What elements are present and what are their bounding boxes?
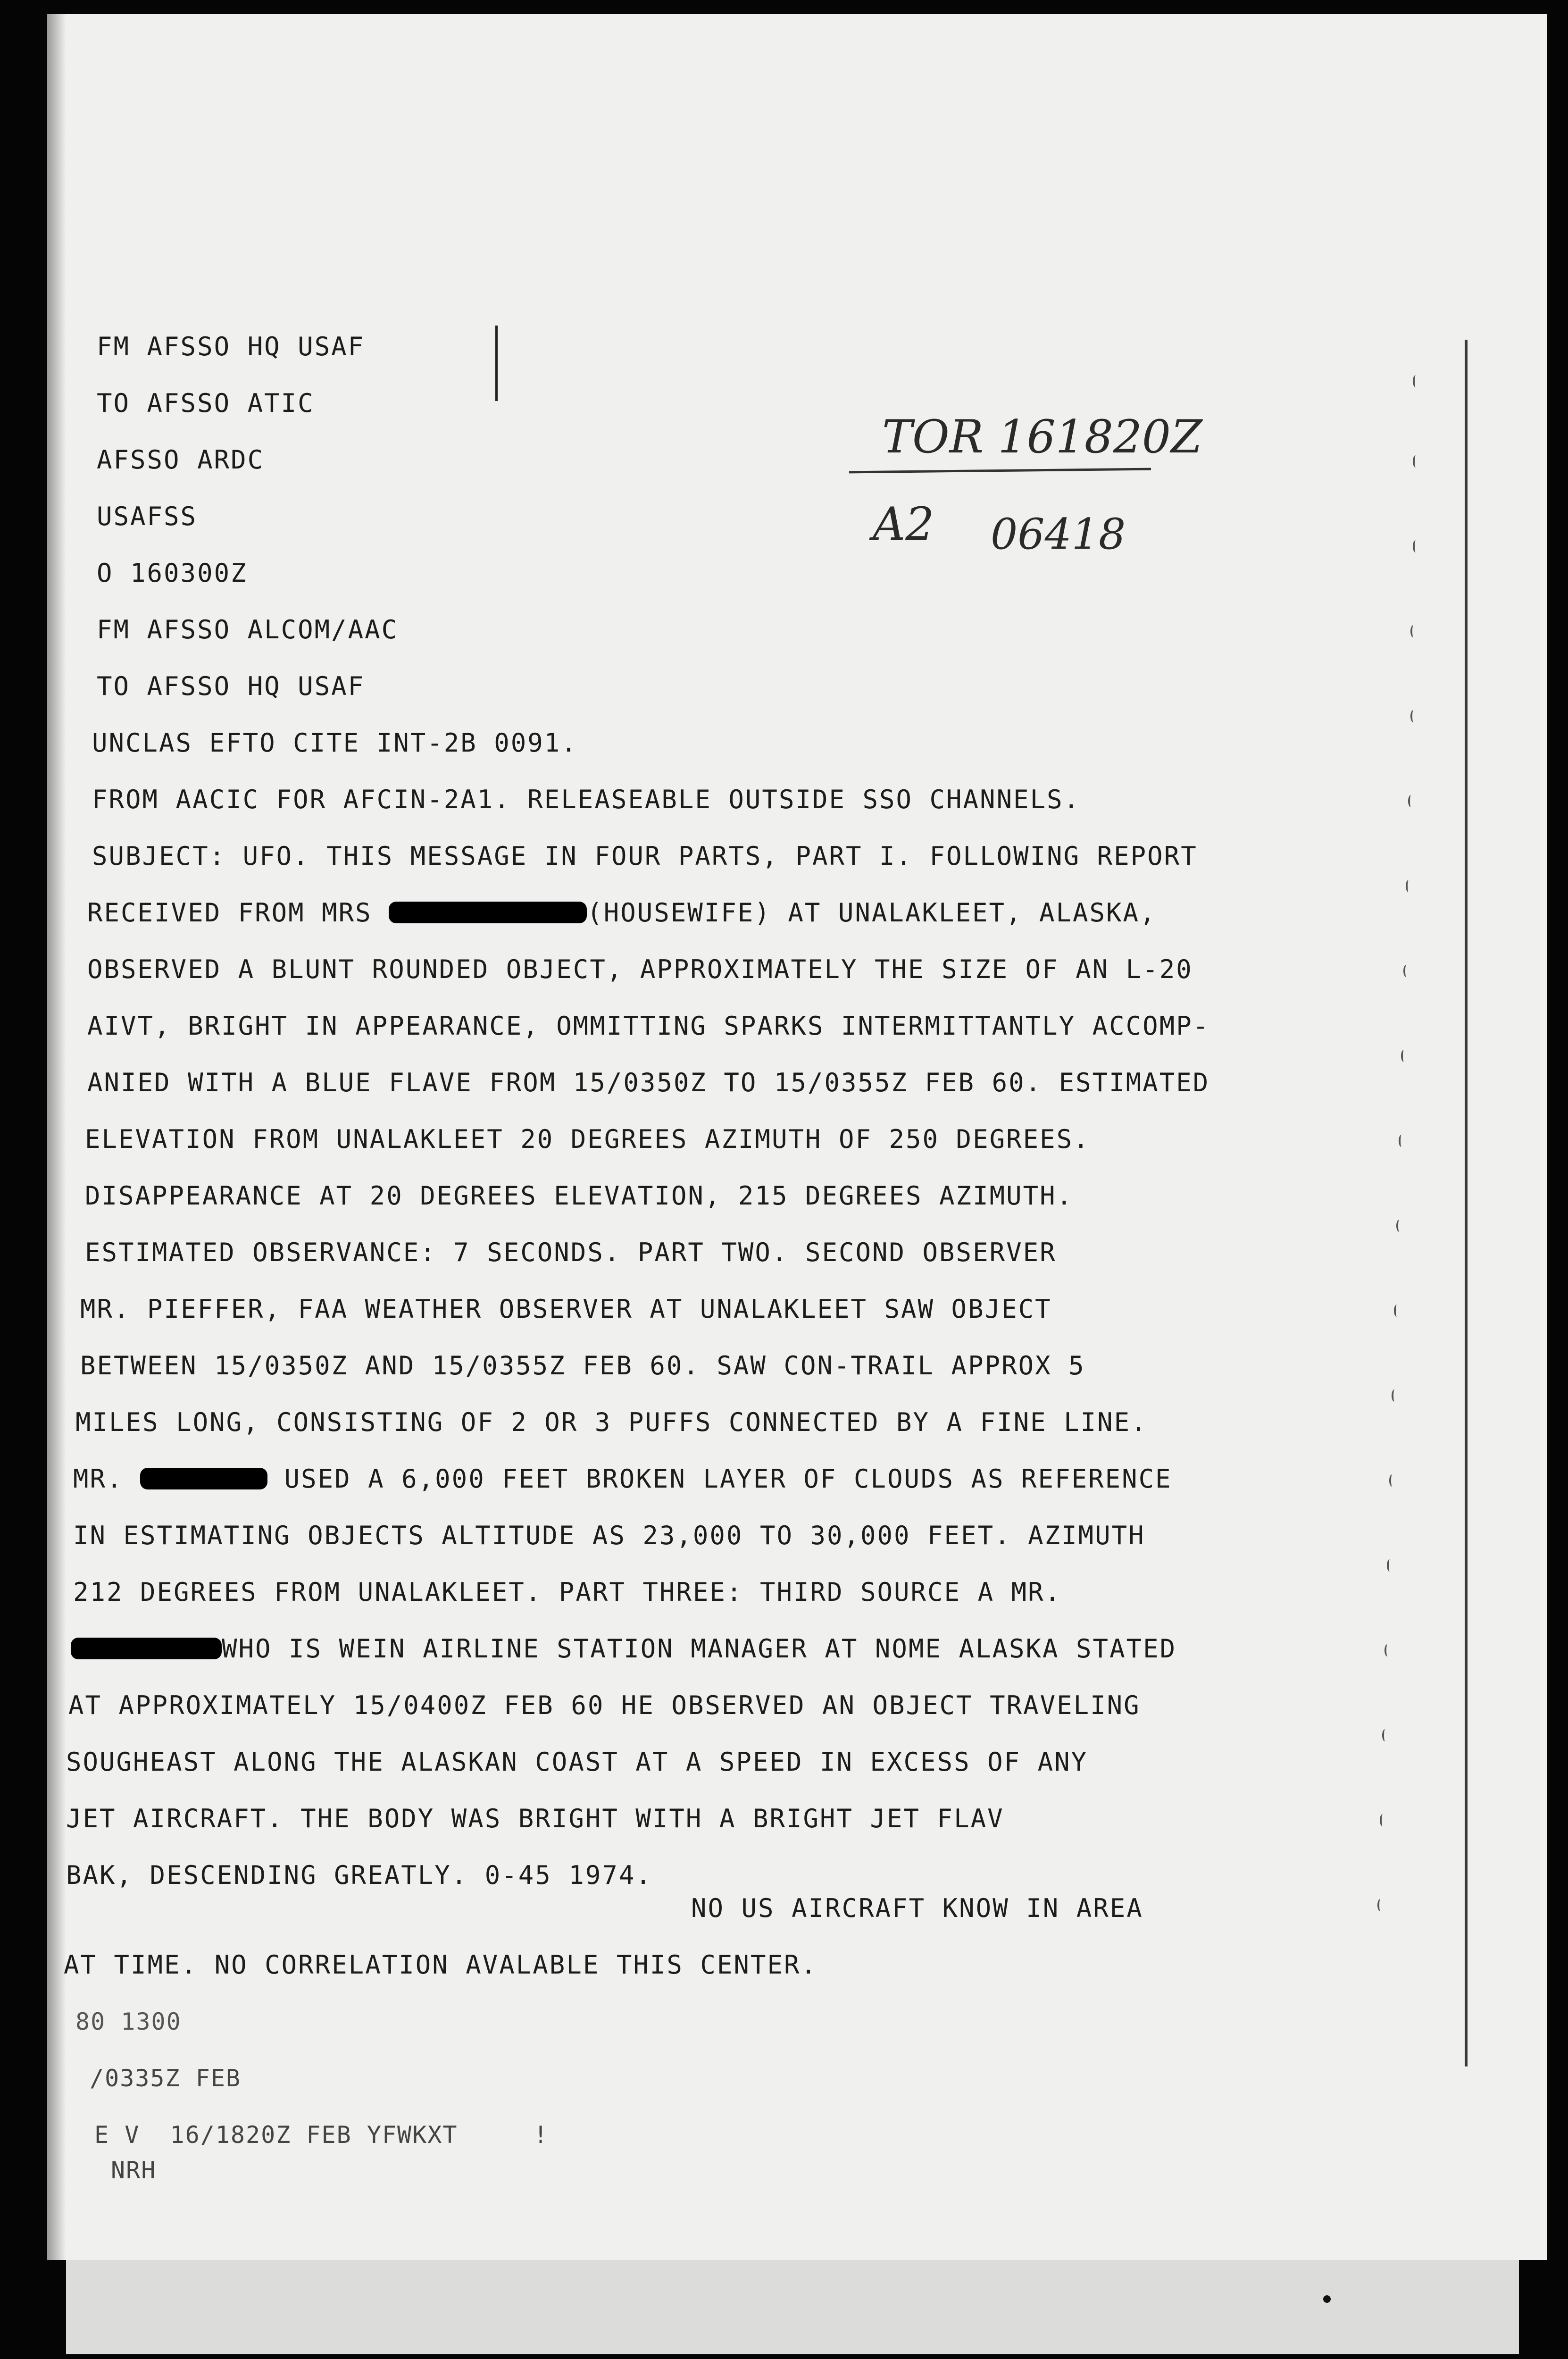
margin-mark: [1413, 455, 1418, 468]
header-from: FM AFSSO HQ USAF: [97, 332, 365, 361]
body-line-07: ELEVATION FROM UNALAKLEET 20 DEGREES AZIMUTH OF 250 DEGREES.: [85, 1124, 1090, 1154]
footer-line-1: 80 1300: [75, 2008, 182, 2035]
redaction-bar: [140, 1468, 267, 1489]
body-line-16-end: WHO IS WEIN AIRLINE STATION MANAGER AT NOME ALASKA STATED: [222, 1634, 1177, 1664]
margin-mark: [1392, 1389, 1397, 1402]
margin-mark: [1413, 540, 1418, 552]
body-line-20: BAK, DESCENDING GREATLY. 0-45 1974.: [66, 1860, 652, 1890]
body-line-03: [87, 899, 1157, 927]
body-line-09: ESTIMATED OBSERVANCE: 7 SECONDS. PART TWO. SECOND OBSERVER: [85, 1238, 1057, 1267]
body-line-04: OBSERVED A BLUNT ROUNDED OBJECT, APPROXIMATELY THE SIZE OF AN L-20: [87, 954, 1193, 984]
body-line-21: NO US AIRCRAFT KNOW IN AREA: [691, 1893, 1143, 1923]
margin-mark: [1403, 965, 1409, 977]
body-line-11: BETWEEN 15/0350Z AND 15/0355Z FEB 60. SAW CON-TRAIL APPROX 5: [80, 1351, 1085, 1380]
body-line-18: SOUGHEAST ALONG THE ALASKAN COAST AT A SPEED IN EXCESS OF ANY: [66, 1747, 1088, 1777]
body-line-17: AT APPROXIMATELY 15/0400Z FEB 60 HE OBSERVED AN OBJECT TRAVELING: [68, 1690, 1141, 1720]
body-line-15: 212 DEGREES FROM UNALAKLEET. PART THREE: THIRD SOURCE A MR.: [73, 1577, 1062, 1607]
body-line-13-end: USED A 6,000 FEET BROKEN LAYER OF CLOUDS AS REFERENCE: [267, 1464, 1172, 1494]
body-line-02: SUBJECT: UFO. THIS MESSAGE IN FOUR PARTS, PART I. FOLLOWING REPORT: [92, 841, 1198, 871]
annotation-ref-prefix: A2: [873, 498, 934, 551]
margin-mark: [1380, 1814, 1385, 1826]
body-line-12: MILES LONG, CONSISTING OF 2 OR 3 PUFFS CONNECTED BY A FINE LINE.: [75, 1407, 1148, 1437]
body-line-14: IN ESTIMATING OBJECTS ALTITUDE AS 23,000 TO 30,000 FEET. AZIMUTH: [73, 1521, 1145, 1550]
header-classification-cite: UNCLAS EFTO CITE INT-2B 0091.: [92, 728, 578, 758]
header-addressee-ardc: AFSSO ARDC: [97, 445, 265, 475]
body-line-10: MR. PIEFFER, FAA WEATHER OBSERVER AT UNALAKLEET SAW OBJECT: [80, 1294, 1052, 1324]
body-line-06: ANIED WITH A BLUE FLAVE FROM 15/0350Z TO 15/0355Z FEB 60. ESTIMATED: [87, 1068, 1210, 1097]
stray-ink-dot: [1323, 2295, 1331, 2303]
body-line-03-end: (HOUSEWIFE) AT UNALAKLEET, ALASKA,: [587, 898, 1157, 928]
right-margin-rule: [1465, 340, 1468, 2066]
margin-mark: [1382, 1729, 1388, 1741]
margin-mark: [1394, 1305, 1400, 1317]
redaction-bar: [71, 1638, 222, 1659]
header-precedence-dtg: O 160300Z: [97, 558, 248, 588]
footer-line-3: E V 16/1820Z FEB YFWKXT !: [94, 2121, 549, 2149]
annotation-tor-label: TOR: [882, 410, 984, 463]
margin-mark: [1389, 1474, 1395, 1487]
margin-mark: [1410, 710, 1416, 722]
body-line-19: JET AIRCRAFT. THE BODY WAS BRIGHT WITH A BRIGHT JET FLAV: [66, 1804, 1004, 1833]
margin-mark: [1410, 625, 1416, 637]
page-edge-shadow: [47, 14, 66, 2260]
margin-mark: [1385, 1644, 1390, 1656]
annotation-tor: [882, 410, 1202, 463]
margin-mark: [1413, 375, 1418, 387]
body-line-16: [71, 1635, 1176, 1663]
annotation-tor-time: 161820Z: [998, 410, 1202, 463]
redaction-bar: [389, 902, 587, 923]
header-relay-from: FM AFSSO ALCOM/AAC: [97, 615, 399, 644]
header-bracket-mark: [495, 326, 498, 401]
body-line-13: [73, 1465, 1172, 1493]
header-addressee-usafss: USAFSS: [97, 502, 198, 531]
margin-mark: [1377, 1899, 1383, 1911]
margin-mark: [1387, 1559, 1393, 1572]
body-line-08: DISAPPEARANCE AT 20 DEGREES ELEVATION, 215 DEGREES AZIMUTH.: [85, 1181, 1074, 1211]
body-line-13-start: MR.: [73, 1464, 124, 1494]
header-relay-to: TO AFSSO HQ USAF: [97, 671, 365, 701]
body-line-03-start: RECEIVED FROM MRS: [87, 898, 389, 928]
footer-line-2: /0335Z FEB: [90, 2065, 242, 2092]
header-to: TO AFSSO ATIC: [97, 388, 315, 418]
annotation-ref-number: 06418: [991, 510, 1126, 559]
margin-mark: [1406, 880, 1411, 892]
margin-mark: [1401, 1050, 1407, 1062]
margin-mark: [1399, 1135, 1404, 1147]
body-line-05: AIVT, BRIGHT IN APPEARANCE, OMMITTING SPARKS INTERMITTANTLY ACCOMP-: [87, 1011, 1210, 1041]
footer-line-4: NRH: [111, 2157, 157, 2184]
body-line-22: AT TIME. NO CORRELATION AVALABLE THIS CENTER.: [64, 1950, 817, 1980]
body-line-01: FROM AACIC FOR AFCIN-2A1. RELEASEABLE OUTSIDE SSO CHANNELS.: [92, 785, 1081, 814]
margin-mark: [1408, 795, 1414, 807]
margin-mark: [1396, 1220, 1402, 1232]
